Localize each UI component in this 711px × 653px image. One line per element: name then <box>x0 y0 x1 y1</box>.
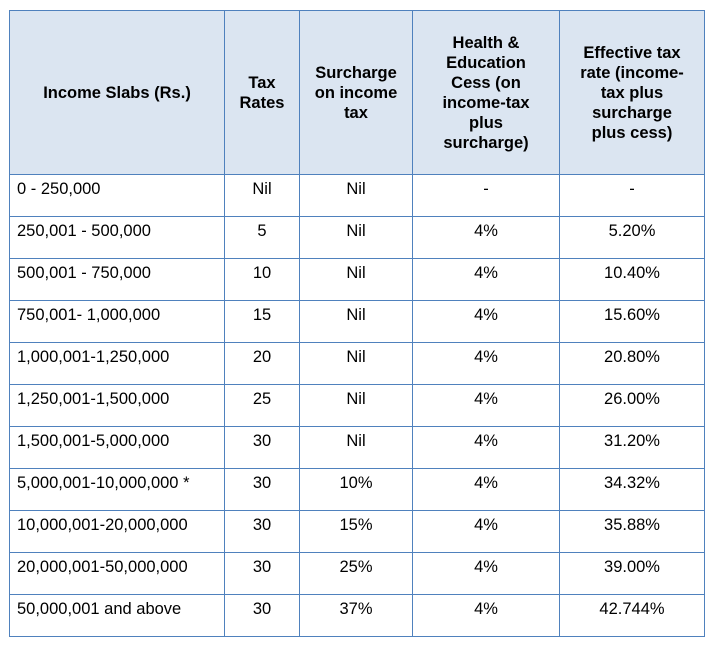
effective-rate-cell: 26.00% <box>560 385 705 427</box>
income-slab-cell: 750,001- 1,000,000 <box>10 301 225 343</box>
table-row <box>10 217 705 259</box>
effective-rate-cell: 31.20% <box>560 427 705 469</box>
effective-rate-cell: 39.00% <box>560 553 705 595</box>
header-cess-label: Health & Education Cess (on income-tax plus surcharge) <box>442 33 530 152</box>
cess-cell: 4% <box>413 259 560 301</box>
effective-rate-cell: 15.60% <box>560 301 705 343</box>
tax-rate-cell: 30 <box>225 511 300 553</box>
header-effective-rate-label: Effective tax rate (income-tax plus surcharge plus cess) <box>580 43 684 142</box>
table-row <box>10 469 705 511</box>
cess-cell: 4% <box>413 469 560 511</box>
tax-slab-table <box>9 10 705 637</box>
surcharge-cell: Nil <box>300 385 413 427</box>
cess-cell: 4% <box>413 343 560 385</box>
income-slab-cell: 10,000,001-20,000,000 <box>10 511 225 553</box>
surcharge-cell: 15% <box>300 511 413 553</box>
surcharge-cell: Nil <box>300 175 413 217</box>
header-income-slabs-label: Income Slabs (Rs.) <box>43 83 191 102</box>
tax-rate-cell: 15 <box>225 301 300 343</box>
header-income-slabs <box>10 11 225 175</box>
income-slab-cell: 1,500,001-5,000,000 <box>10 427 225 469</box>
tax-rate-cell: Nil <box>225 175 300 217</box>
header-effective-rate <box>560 11 705 175</box>
table-body <box>10 175 705 637</box>
tax-rate-cell: 30 <box>225 427 300 469</box>
surcharge-cell: Nil <box>300 259 413 301</box>
table-row <box>10 385 705 427</box>
surcharge-cell: 25% <box>300 553 413 595</box>
income-slab-cell: 20,000,001-50,000,000 <box>10 553 225 595</box>
table-row <box>10 259 705 301</box>
effective-rate-cell: 20.80% <box>560 343 705 385</box>
cess-cell: 4% <box>413 595 560 637</box>
surcharge-cell: Nil <box>300 343 413 385</box>
income-slab-cell: 250,001 - 500,000 <box>10 217 225 259</box>
cess-cell: 4% <box>413 553 560 595</box>
tax-rate-cell: 30 <box>225 595 300 637</box>
table-row <box>10 553 705 595</box>
table-row <box>10 343 705 385</box>
table-header <box>10 11 705 175</box>
header-surcharge <box>300 11 413 175</box>
table-row <box>10 595 705 637</box>
cess-cell: 4% <box>413 511 560 553</box>
table-row <box>10 427 705 469</box>
cess-cell: 4% <box>413 301 560 343</box>
effective-rate-cell: 5.20% <box>560 217 705 259</box>
surcharge-cell: Nil <box>300 427 413 469</box>
table-row <box>10 511 705 553</box>
effective-rate-cell: 10.40% <box>560 259 705 301</box>
income-slab-cell: 5,000,001-10,000,000 * <box>10 469 225 511</box>
surcharge-cell: 37% <box>300 595 413 637</box>
effective-rate-cell: 42.744% <box>560 595 705 637</box>
income-slab-cell: 1,000,001-1,250,000 <box>10 343 225 385</box>
cess-cell: 4% <box>413 385 560 427</box>
table-row <box>10 301 705 343</box>
tax-rate-cell: 30 <box>225 469 300 511</box>
tax-rate-cell: 25 <box>225 385 300 427</box>
effective-rate-cell: - <box>560 175 705 217</box>
income-slab-cell: 1,250,001-1,500,000 <box>10 385 225 427</box>
cess-cell: - <box>413 175 560 217</box>
income-slab-cell: 0 - 250,000 <box>10 175 225 217</box>
surcharge-cell: Nil <box>300 301 413 343</box>
header-tax-rates <box>225 11 300 175</box>
effective-rate-cell: 35.88% <box>560 511 705 553</box>
effective-rate-cell: 34.32% <box>560 469 705 511</box>
tax-rate-cell: 5 <box>225 217 300 259</box>
income-slab-cell: 50,000,001 and above <box>10 595 225 637</box>
cess-cell: 4% <box>413 427 560 469</box>
tax-rate-cell: 20 <box>225 343 300 385</box>
header-row <box>10 11 705 175</box>
cess-cell: 4% <box>413 217 560 259</box>
header-tax-rates-label: Tax Rates <box>239 73 285 112</box>
table-row <box>10 175 705 217</box>
surcharge-cell: Nil <box>300 217 413 259</box>
header-surcharge-label: Surcharge on income tax <box>314 63 398 122</box>
tax-rate-cell: 10 <box>225 259 300 301</box>
tax-rate-cell: 30 <box>225 553 300 595</box>
surcharge-cell: 10% <box>300 469 413 511</box>
income-slab-cell: 500,001 - 750,000 <box>10 259 225 301</box>
header-cess <box>413 11 560 175</box>
